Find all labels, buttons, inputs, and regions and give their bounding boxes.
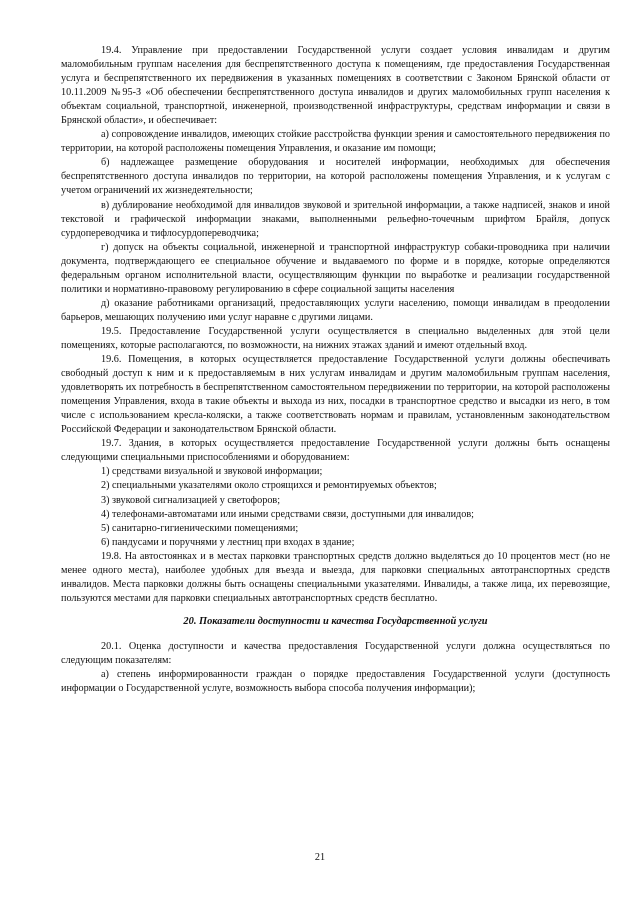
- list-item-d: д) оказание работниками организаций, предоставляющих услуги населению, помощи инвалидам в преодолении барьеров, мешающих получению ими услуг наравне с другими лицами.: [61, 297, 610, 323]
- paragraph-19-7: 19.7. Здания, в которых осуществляется предоставление Государственной услуги должны быть оснащены следующими специальными приспособлениями и оборудованием:: [61, 438, 610, 464]
- list-item-20-a: а) степень информированности граждан о порядке предоставления Государственной услуги (доступность информации о Государственной услуге, возможность выбора способа получения информации);: [61, 668, 610, 695]
- list-item-b: б) надлежащее размещение оборудования и носителей информации, необходимых для обеспечения беспрепятственного доступа инвалидов по территории, на которой расположены помещения Управления, и к услугам с учетом ограничений их жизнедеятельности;: [61, 157, 610, 197]
- paragraph-19-5: 19.5. Предоставление Государственной услуги осуществляется в специально выделенных для этой цели помещениях, которые располагаются, по возможности, на нижних этажах зданий и имеют отдельный вход.: [61, 325, 610, 351]
- paragraph-20-1: 20.1. Оценка доступности и качества предоставления Государственной услуги должна осуществляться по следующим показателям:: [61, 640, 610, 666]
- equipment-item-2: 2) специальными указателями около строящихся и ремонтируемых объектов;: [101, 480, 437, 492]
- equipment-item-1: 1) средствами визуальной и звуковой информации;: [101, 466, 323, 478]
- page-content: [61, 44, 610, 696]
- page-number: 21: [314, 852, 326, 863]
- paragraph-19-6: 19.6. Помещения, в которых осуществляется предоставление Государственной услуги должны обеспечивать свободный доступ к ним и к предоставляемым в них услугам инвалидам и другим маломобильным группам населения, удовлетворять их потребность в беспрепятственном самостоятельном передвижении по территории, на которой расположены помещения Управления, входа в такие объекты и выхода из них, посадки в транспортное средство и высадки из него, в том числе с использованием кресла-коляски, а также соответствовать нормам и правилам, установленным законодательством Российской Федерации и законодательством Брянской области.: [61, 354, 610, 436]
- list-item-v: в) дублирование необходимой для инвалидов звуковой и зрительной информации, а также надписей, знаков и иной текстовой и графической информации знаками, выполненными рельефно-точечным шрифтом Брайля, допуск сурдопереводчика и тифлосурдопереводчика;: [61, 199, 610, 239]
- section-heading: 20. Показатели доступности и качества Государственной услуги: [183, 615, 488, 627]
- paragraph-19-8: 19.8. На автостоянках и в местах парковки транспортных средств должно выделяться до 10 процентов мест (но не менее одного места), наиболее удобных для въезда и выезда, для парковки специальных автотранспортных средств инвалидов. Места парковки должны быть оснащены специальными указателями. Инвалиды, а также лица, их перевозящие, пользуются местами для парковки специальных автотранспортных средств бесплатно.: [61, 550, 610, 604]
- paragraph-19-4: 19.4. Управление при предоставлении Государственной услуги создает условия инвалидам и другим маломобильным группам населения для беспрепятственного доступа к помещениям, где предоставления Государственная услуга и беспрепятственного их передвижения в указанных помещениях в соответствии с Законом Брянской области от 10.11.2009 №95-З «Об обеспечении беспрепятственного доступа инвалидов и других маломобильных групп населения к объектам социальной, транспортной, инженерной, производственной инфраструктуры, средствам информации и связи в Брянской области», и обеспечивает:: [61, 45, 610, 127]
- list-item-g: г) допуск на объекты социальной, инженерной и транспортной инфраструктур собаки-проводника при наличии документа, подтверждающего ее специальное обучение и выдаваемого по форме и в порядке, которые определяются федеральным органом исполнительной власти, осуществляющим функции по выработке и реализации государственной политики и нормативно-правовому регулированию в сфере социальной защиты населения: [61, 241, 610, 295]
- equipment-item-6: 6) пандусами и поручнями у лестниц при входах в здание;: [101, 536, 355, 548]
- equipment-item-3: 3) звуковой сигнализацией у светофоров;: [101, 494, 281, 506]
- equipment-item-5: 5) санитарно-гигиеническими помещениями;: [101, 522, 299, 534]
- equipment-item-4: 4) телефонами-автоматами или иными средствами связи, доступными для инвалидов;: [101, 508, 474, 520]
- list-item-a: а) сопровождение инвалидов, имеющих стойкие расстройства функции зрения и самостоятельного передвижения по территории, на которой расположены помещения Управления, и оказание им помощи;: [61, 129, 610, 155]
